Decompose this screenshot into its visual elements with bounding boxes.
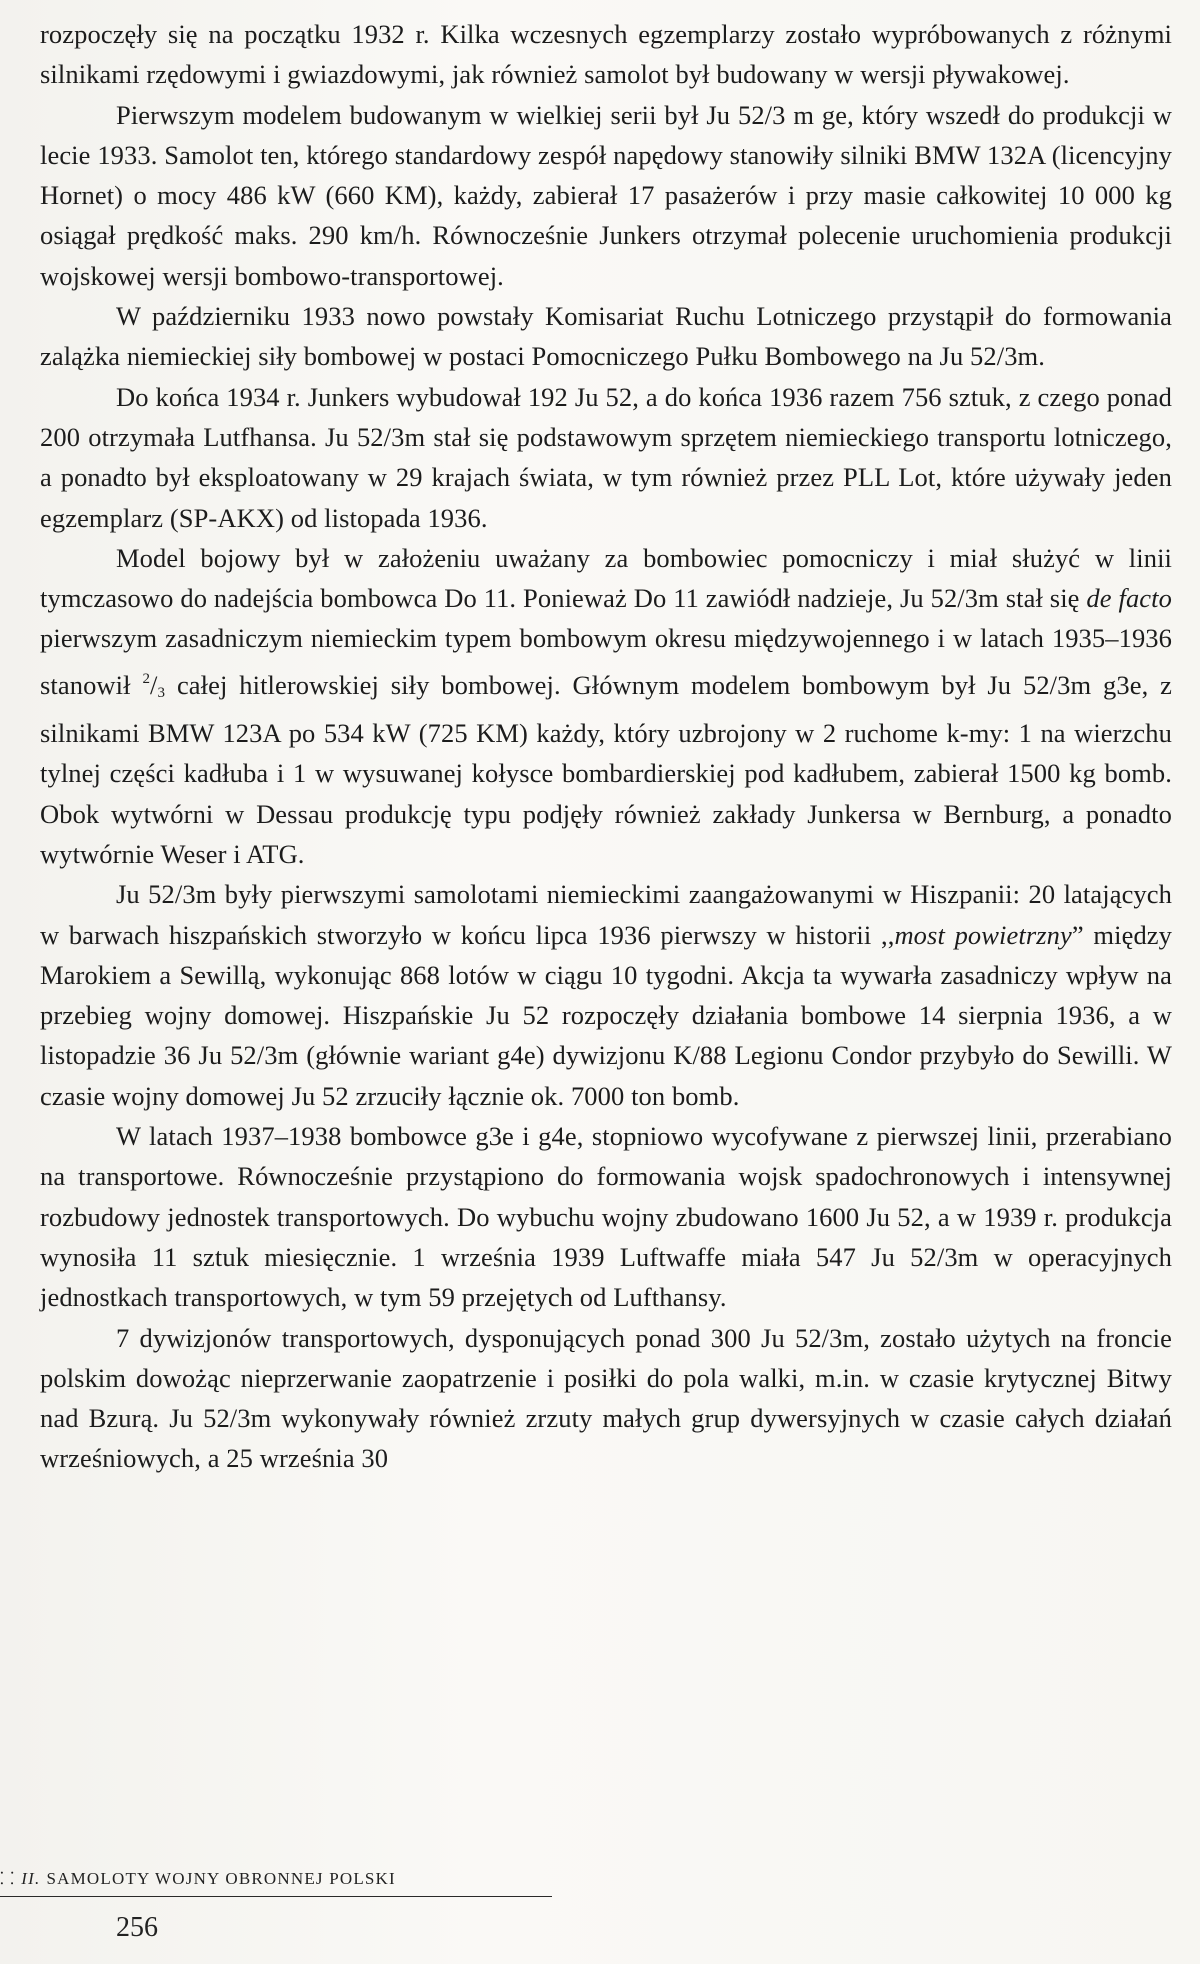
text-run: /: [150, 669, 158, 700]
text-run: pierwszym zasadniczym niemieckim typem bombowym okresu międzywojennego i w latach 1935–1936 stanowił: [40, 623, 1172, 700]
body-text: [40, 14, 1172, 1479]
text-run: Ju 52/3m były pierwszymi samolotami niemieckimi zaangażowanymi w Hiszpanii: 20 latających w barwach hiszpańskich stworzyło w końcu lipca 1936 pierwszy w historii ,,: [40, 879, 1172, 950]
paragraph: [40, 874, 1172, 1116]
text-run: 3: [157, 684, 166, 701]
italic-phrase: de facto: [1086, 583, 1172, 614]
footer-mark: ⸬: [0, 1869, 16, 1888]
paragraph: Do końca 1934 r. Junkers wybudował 192 Ju 52, a do końca 1936 razem 756 sztuk, z czego ponad 200 otrzymała Lutfhansa. Ju 52/3m stał się podstawowym sprzętem niemieckiego transportu lotniczego, a ponadto był eksploatowany w 29 krajach świata, w tym również przez PLL Lot, które używały jeden egzemplarz (SP-AKX) od listopada 1936.: [40, 381, 1172, 533]
chapter-number: II.: [21, 1869, 41, 1888]
paragraph: Pierwszym modelem budowanym w wielkiej serii był Ju 52/3 m ge, który wszedł do produkcji w lecie 1933. Samolot ten, którego standardowy zespół napędowy stanowiły silniki BMW 132A (licencyjny Hornet) o mocy 486 kW (660 KM), każdy, zabierał 17 pasażerów i przy masie całkowitej 10 000 kg osiągał prędkość maks. 290 km/h. Równocześnie Junkers otrzymał polecenie uruchomienia produkcji wojskowej wersji bombowo-transportowej.: [40, 99, 1172, 291]
paragraph: rozpoczęły się na początku 1932 r. Kilka wczesnych egzemplarzy zostało wypróbowanych z różnymi silnikami rzędowymi i gwiazdowymi, jak również samolot był budowany w wersji pływakowej.: [40, 19, 1172, 90]
paragraph: W październiku 1933 nowo powstały Komisariat Ruchu Lotniczego przystąpił do formowania zalążka niemieckiej siły bombowej w postaci Pomocniczego Pułku Bombowego na Ju 52/3m.: [40, 301, 1172, 372]
footer-rule: [0, 1896, 552, 1897]
text-run: 2: [142, 670, 151, 687]
page-number: 256: [116, 1912, 158, 1943]
paragraph: [40, 538, 1172, 874]
paragraph: 7 dywizjonów transportowych, dysponujących ponad 300 Ju 52/3m, zostało użytych na froncie polskim dowożąc nieprzerwanie zaopatrzenie i posiłki do pola walki, m.in. w czasie krytycznej Bitwy nad Bzurą. Ju 52/3m wykonywały również zrzuty małych grup dywersyjnych w czasie całych działań wrześniowych, a 25 września 30: [40, 1322, 1172, 1474]
text-run: Model bojowy był w założeniu uważany za bombowiec pomocniczy i miał służyć w linii tymczasowo do nadejścia bombowca Do 11. Ponieważ Do 11 zawiódł nadzieje, Ju 52/3m stał się: [40, 542, 1172, 614]
italic-phrase: most powietrzny: [894, 919, 1072, 950]
text-run: całej hitlerowskiej siły bombowej. Głównym modelem bombowym był Ju 52/3m g3e, z silnikami BMW 123A po 534 kW (725 KM) każdy, który uzbrojony w 2 ruchome k-my: 1 na wierzchu tylnej części kadłuba i 1 w wysuwanej kołysce bombardierskiej pod kadłubem, zabierał 1500 kg bomb. Obok wytwórni w Dessau produkcję typu podjęły również zakłady Junkersa w Bernburg, a ponadto wytwórnie Weser i ATG.: [40, 669, 1173, 869]
running-head: [0, 1866, 396, 1889]
paragraph: W latach 1937–1938 bombowce g3e i g4e, stopniowo wycofywane z pierwszej linii, przerabiano na transportowe. Równocześnie przystąpiono do formowania wojsk spadochronowych i intensywnej rozbudowy jednostek transportowych. Do wybuchu wojny zbudowano 1600 Ju 52, a w 1939 r. produkcja wynosiła 11 sztuk miesięcznie. 1 września 1939 Luftwaffe miała 547 Ju 52/3m w operacyjnych jednostkach transportowych, w tym 59 przejętych od Lufthansy.: [40, 1121, 1172, 1313]
text-run: ” między Marokiem a Sewillą, wykonując 868 lotów w ciągu 10 tygodni. Akcja ta wywarła zasadniczy wpływ na przebieg wojny domowej. Hiszpańskie Ju 52 rozpoczęły działania bombowe 14 sierpnia 1936, a w listopadzie 36 Ju 52/3m (głównie wariant g4e) dywizjonu K/88 Legionu Condor przybyło do Sewilli. W czasie wojny domowej Ju 52 zrzuciły łącznie ok. 7000 ton bomb.: [40, 919, 1173, 1111]
chapter-title: SAMOLOTY WOJNY OBRONNEJ POLSKI: [46, 1869, 396, 1888]
